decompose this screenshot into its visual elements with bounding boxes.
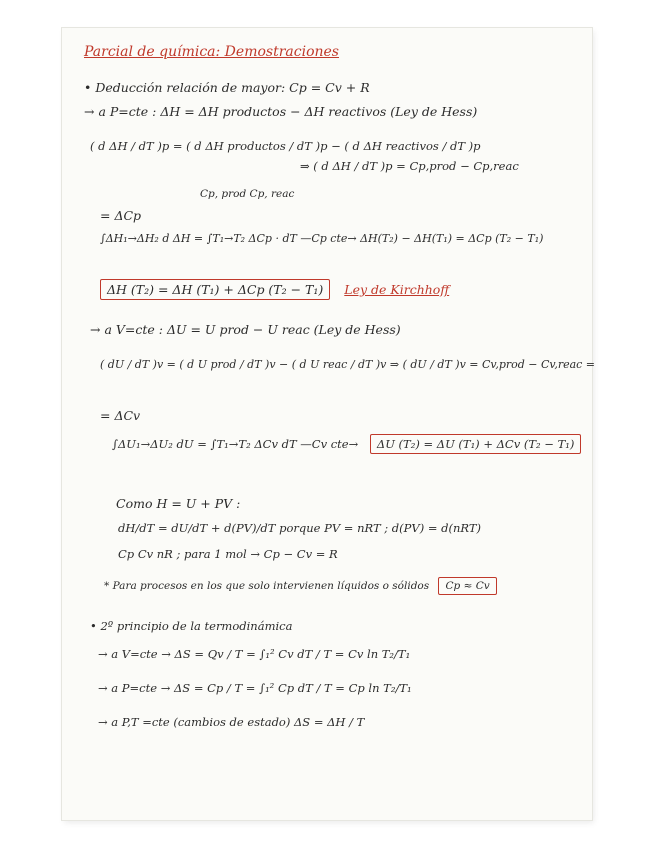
line-h-definition: Como H = U + PV : <box>116 496 241 511</box>
kirchhoff-energy-box: ΔU (T₂) = ΔU (T₁) + ΔCv (T₂ − T₁) <box>370 434 581 454</box>
kirchhoff-enthalpy-box: ΔH (T₂) = ΔH (T₁) + ΔCp (T₂ − T₁) <box>100 279 330 300</box>
kirchhoff-law-label: Ley de Kirchhoff <box>344 282 450 297</box>
line-entropy-phase-change: → a P,T =cte (cambios de estado) ΔS = ΔH / T <box>98 715 365 729</box>
line-second-principle: • 2º principio de la termodinámica <box>90 619 293 633</box>
line-cp-labels: Cp, prod Cp, reac <box>200 188 295 200</box>
line-dh-integral: ∫ΔH₁→ΔH₂ d ΔH = ∫T₁→T₂ ΔCp · dT —Cp cte→ ΔH(T₂) − ΔH(T₁) = ΔCp (T₂ − T₁) <box>100 232 544 245</box>
line-du-integral <box>112 438 581 452</box>
line-delta-cv: = ΔCv <box>100 408 141 423</box>
line-du-derivative: ( dU / dT )v = ( d U prod / dT )v − ( d U reac / dT )v ⇒ ( dU / dT )v = Cv,prod − Cv,reac = <box>100 358 596 371</box>
line-p-cte: → a P=cte : ΔH = ΔH productos − ΔH reactivos (Ley de Hess) <box>84 104 478 119</box>
line-liquids-solids <box>104 580 497 593</box>
line-dh-du-relation: dH/dT = dU/dT + d(PV)/dT porque PV = nRT ; d(PV) = d(nRT) <box>118 521 482 535</box>
line-v-cte: → a V=cte : ΔU = U prod − U reac (Ley de Hess) <box>90 322 401 337</box>
du-integral-text: ∫ΔU₁→ΔU₂ dU = ∫T₁→T₂ ΔCv dT —Cv cte→ <box>112 437 359 451</box>
liquids-solids-note: * Para procesos en los que solo intervienen líquidos o sólidos <box>104 580 430 592</box>
cp-approx-cv-box: Cp ≈ Cv <box>438 577 496 595</box>
line-deduction: • Deducción relación de mayor: Cp = Cv + R <box>84 80 370 95</box>
line-dh-result: ⇒ ( d ΔH / dT )p = Cp,prod − Cp,reac <box>300 159 519 173</box>
line-entropy-v-cte: → a V=cte → ΔS = Qv / T = ∫₁² Cv dT / T = Cv ln T₂/T₁ <box>98 647 411 661</box>
page-title: Parcial de química: Demostraciones <box>84 44 339 60</box>
line-dh-derivative: ( d ΔH / dT )p = ( d ΔH productos / dT )p − ( d ΔH reactivos / dT )p <box>90 139 481 153</box>
line-delta-cp: = ΔCp <box>100 208 142 223</box>
line-mayer-result: Cp Cv nR ; para 1 mol → Cp − Cv = R <box>118 547 338 561</box>
kirchhoff-enthalpy-result <box>100 282 449 297</box>
line-entropy-p-cte: → a P=cte → ΔS = Cp / T = ∫₁² Cp dT / T = Cp ln T₂/T₁ <box>98 681 412 695</box>
